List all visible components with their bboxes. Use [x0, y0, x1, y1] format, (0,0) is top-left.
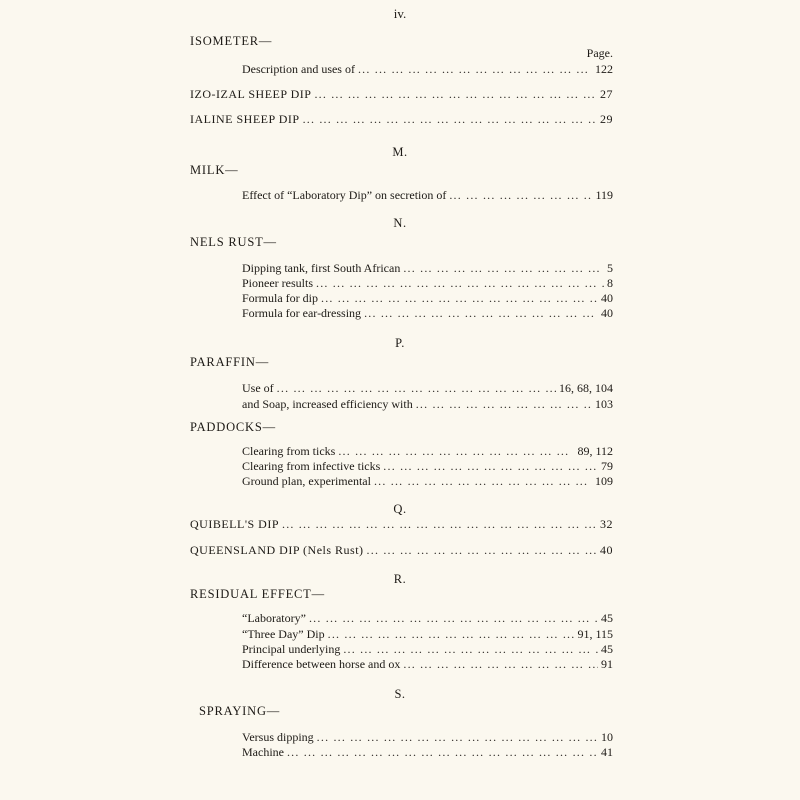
entry-text: IZO-IZAL SHEEP DIP: [190, 87, 312, 101]
dot-leader: [403, 657, 598, 671]
entry-page: 29: [600, 112, 613, 126]
heading-spraying: SPRAYING—: [199, 704, 281, 718]
index-entry-izo-izal: [190, 87, 613, 102]
entry-text: and Soap, increased efficiency with: [242, 397, 413, 411]
index-entry: [242, 642, 613, 657]
section-letter-q: Q.: [393, 502, 407, 516]
index-entry-ialine: [190, 112, 613, 127]
index-entry: [242, 188, 613, 203]
entry-page: 109: [595, 474, 613, 488]
entry-page: 45: [601, 642, 613, 656]
entry-text: Ground plan, experimental: [242, 474, 371, 488]
entry-text: Principal underlying: [242, 642, 341, 656]
dot-leader: [449, 188, 592, 202]
heading-isometer: ISOMETER—: [190, 34, 273, 48]
index-entry: [242, 397, 613, 412]
index-entry: [242, 611, 613, 626]
section-letter-m: M.: [392, 145, 408, 159]
dot-leader: [364, 306, 598, 320]
entry-text: Difference between horse and ox: [242, 657, 401, 671]
entry-text: QUIBELL'S DIP: [190, 517, 279, 531]
entry-page: 41: [601, 745, 613, 759]
entry-text: Effect of “Laboratory Dip” on secretion of: [242, 188, 447, 202]
entry-page: 79: [601, 459, 613, 473]
dot-leader: [287, 745, 598, 759]
dot-leader: [343, 642, 598, 656]
entry-text: IALINE SHEEP DIP: [190, 112, 300, 126]
entry-text: “Laboratory”: [242, 611, 306, 625]
entry-page: 40: [601, 306, 613, 320]
dot-leader: [338, 444, 574, 458]
entry-page: 119: [595, 188, 613, 202]
section-letter-p: P.: [395, 336, 405, 350]
entry-page: 103: [595, 397, 613, 411]
index-entry: [242, 745, 613, 760]
entry-page: 91, 115: [577, 627, 613, 641]
dot-leader: [303, 112, 597, 126]
dot-leader: [282, 517, 597, 531]
entry-text: Dipping tank, first South African: [242, 261, 401, 275]
entry-text: Formula for dip: [242, 291, 318, 305]
heading-paraffin: PARAFFIN—: [190, 355, 269, 369]
page-column-label: Page.: [586, 46, 613, 60]
heading-milk: MILK—: [190, 163, 239, 177]
index-entry: [242, 657, 613, 672]
entry-text: “Three Day” Dip: [242, 627, 325, 641]
dot-leader: [358, 62, 592, 76]
entry-text: Description and uses of: [242, 62, 355, 76]
dot-leader: [416, 397, 592, 411]
entry-page: 32: [600, 517, 613, 531]
dot-leader: [383, 459, 598, 473]
entry-page: 91: [601, 657, 613, 671]
dot-leader: [277, 381, 556, 395]
entry-text: Versus dipping: [242, 730, 314, 744]
index-entry: [242, 474, 613, 489]
entry-text: Use of: [242, 381, 274, 395]
dot-leader: [328, 627, 575, 641]
entry-text: Clearing from ticks: [242, 444, 336, 458]
dot-leader: [314, 87, 597, 101]
index-entry: [242, 306, 613, 321]
heading-residual-effect: RESIDUAL EFFECT—: [190, 587, 325, 601]
entry-page: 40: [600, 543, 613, 557]
heading-paddocks: PADDOCKS—: [190, 420, 276, 434]
dot-leader: [374, 474, 592, 488]
entry-page: 89, 112: [577, 444, 613, 458]
entry-page: 8: [607, 276, 613, 290]
entry-page: 10: [601, 730, 613, 744]
dot-leader: [316, 276, 604, 290]
index-entry: [242, 276, 613, 291]
index-entry: [242, 730, 613, 745]
section-letter-s: S.: [394, 687, 406, 701]
heading-nels-rust: NELS RUST—: [190, 235, 277, 249]
index-entry: [242, 459, 613, 474]
entry-page: 40: [601, 291, 613, 305]
dot-leader: [367, 543, 597, 557]
index-entry: [242, 627, 613, 642]
entry-page: 5: [607, 261, 613, 275]
index-entry-queensland: [190, 543, 613, 558]
index-entry: [242, 62, 613, 77]
dot-leader: [321, 291, 598, 305]
entry-page: 16, 68, 104: [559, 381, 613, 395]
index-entry: [242, 444, 613, 459]
dot-leader: [309, 611, 598, 625]
entry-text: QUEENSLAND DIP (Nels Rust): [190, 543, 364, 557]
dot-leader: [317, 730, 598, 744]
entry-text: Machine: [242, 745, 284, 759]
entry-text: Formula for ear-dressing: [242, 306, 362, 320]
index-entry: [242, 381, 613, 396]
entry-page: 45: [601, 611, 613, 625]
entry-text: Clearing from infective ticks: [242, 459, 381, 473]
index-entry: [242, 291, 613, 306]
section-letter-n: N.: [393, 216, 407, 230]
index-entry: [242, 261, 613, 276]
section-letter-r: R.: [393, 572, 407, 586]
entry-text: Pioneer results: [242, 276, 313, 290]
index-entry-quibell: [190, 517, 613, 532]
entry-page: 27: [600, 87, 613, 101]
dot-leader: [403, 261, 604, 275]
page-number: iv.: [393, 6, 407, 21]
entry-page: 122: [595, 62, 613, 76]
